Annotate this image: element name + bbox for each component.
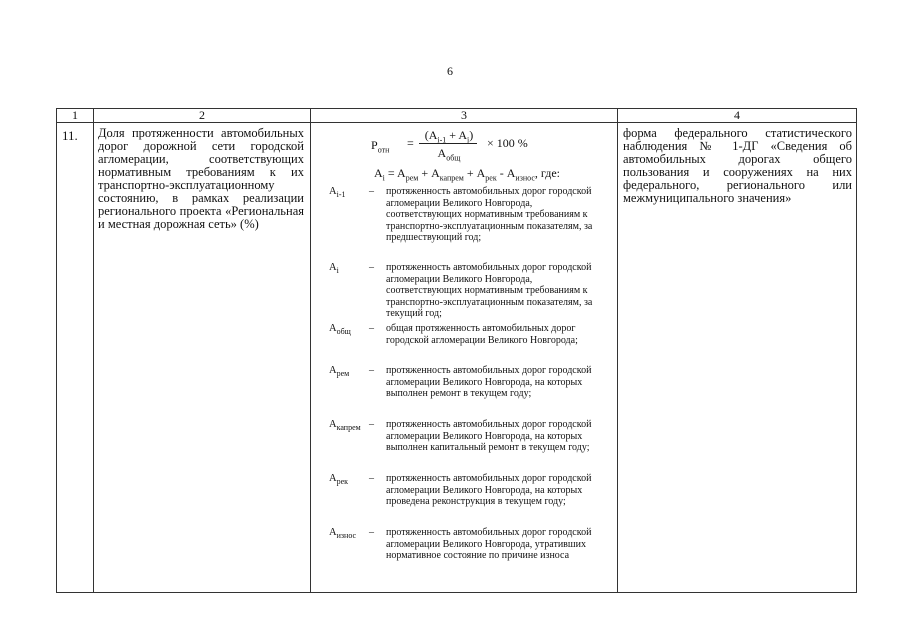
- formula-denominator: $A_{общ}$: [437, 146, 461, 163]
- definition-text: протяженность автомобильных дорог городской агломерации Великого Новгорода, утративших нормативное состояние по причине износа: [386, 527, 592, 562]
- indicator-table: [56, 108, 857, 593]
- definitions-list: [311, 186, 617, 562]
- definition-symbol: $A_{рек}$: [329, 473, 349, 487]
- definition-item: [311, 323, 617, 365]
- definition-item: [311, 473, 617, 527]
- definition-symbol: $A_{общ}$: [329, 323, 351, 337]
- sum-formula: $A_i = A_{рем} + A_{капрем} + A_{рек} - A_{износ}$, где:: [374, 166, 560, 183]
- data-source: форма федерального статистического наблюдения № 1-ДГ «Сведения об автомобильных дорогах общего пользования и сооружениях на них федерального, регионального или межмуниципального значения»: [618, 123, 857, 593]
- definition-text: протяженность автомобильных дорог городской агломерации Великого Новгорода, на которых выполнен капитальный ремонт в текущем году;: [386, 419, 592, 454]
- formula-lhs: $P_{отн}$: [371, 138, 390, 155]
- calculation-method-cell: [311, 123, 618, 593]
- formula: [311, 128, 617, 164]
- definition-item: [311, 365, 617, 419]
- table-row: [57, 123, 857, 593]
- definition-dash: –: [369, 262, 374, 274]
- indicator-name: Доля протяженности автомобильных дорог дорожной сети городской агломерации, соответствующих нормативным требованиям к их транспортно-эксплуатационному состоянию, в рамках реализации регионального проекта «Региональная и местная дорожная сеть» (%): [94, 123, 311, 593]
- page-number: 6: [447, 64, 453, 78]
- definition-item: [311, 527, 617, 562]
- header-col-4: 4: [618, 109, 857, 123]
- header-col-2: 2: [94, 109, 311, 123]
- definition-symbol: $A_i$: [329, 262, 339, 276]
- definition-symbol: $A_{износ}$: [329, 527, 357, 541]
- definition-symbol: $A_{рем}$: [329, 365, 350, 379]
- definition-text: общая протяженность автомобильных дорог городской агломерации Великого Новгорода;: [386, 323, 578, 346]
- row-number: 11.: [57, 123, 94, 593]
- definition-text: протяженность автомобильных дорог городской агломерации Великого Новгорода, соответствующих нормативным требованиям к транспортно-эксплуатационным показателям, за текущий год;: [386, 262, 593, 320]
- definition-symbol: $A_{i-1}$: [329, 186, 346, 200]
- definition-item: [311, 419, 617, 473]
- definition-text: протяженность автомобильных дорог городской агломерации Великого Новгорода, соответствующих нормативным требованиям к транспортно-эксплуатационным показателям, за предшествующий год;: [386, 186, 593, 244]
- definition-item: [311, 262, 617, 323]
- definition-symbol: $A_{капрем}$: [329, 419, 361, 433]
- definition-dash: –: [369, 323, 374, 335]
- formula-equals: =: [407, 136, 414, 150]
- formula-numerator: $(A_{i-1} + A_i)$: [424, 128, 474, 145]
- fraction-bar: [419, 143, 477, 144]
- definition-dash: –: [369, 473, 374, 485]
- header-col-3: 3: [311, 109, 618, 123]
- table-header-row: [57, 109, 857, 123]
- definition-dash: –: [369, 365, 374, 377]
- formula-multiplier: × 100 %: [487, 136, 528, 150]
- definition-item: [311, 186, 617, 262]
- definition-text: протяженность автомобильных дорог городской агломерации Великого Новгорода, на которых выполнен ремонт в текущем году;: [386, 365, 592, 400]
- definition-dash: –: [369, 419, 374, 431]
- header-col-1: 1: [57, 109, 94, 123]
- definition-dash: –: [369, 527, 374, 539]
- definition-dash: –: [369, 186, 374, 198]
- definition-text: протяженность автомобильных дорог городской агломерации Великого Новгорода, на которых проведена реконструкция в текущем году;: [386, 473, 592, 508]
